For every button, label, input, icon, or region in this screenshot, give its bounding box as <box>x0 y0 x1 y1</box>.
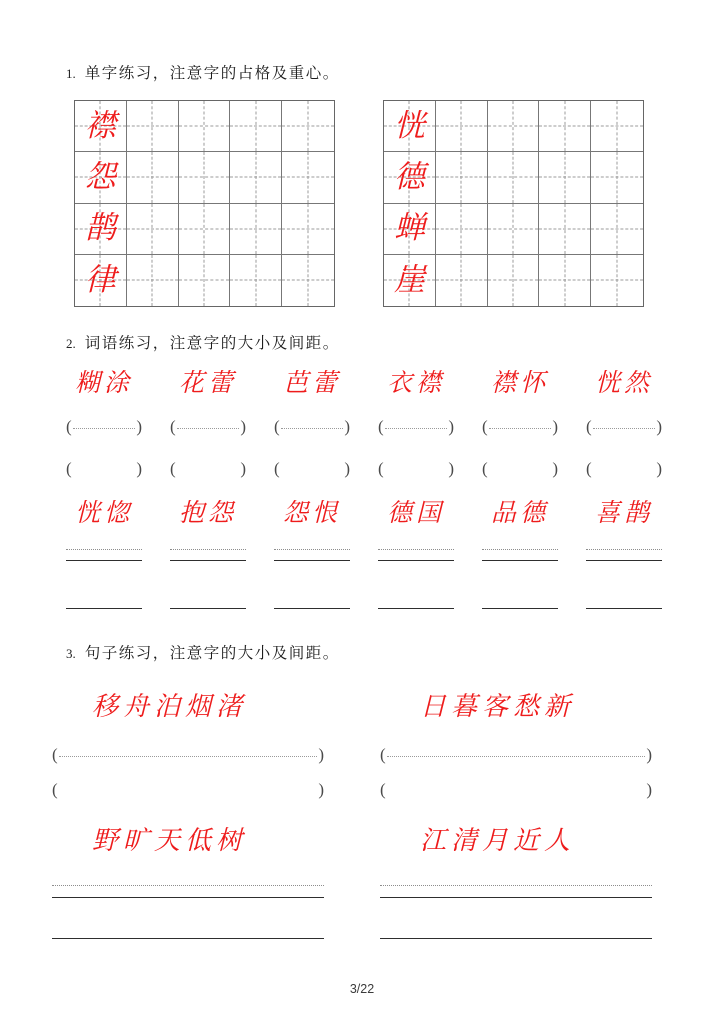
grid-cell <box>488 101 540 152</box>
paren-open: ( <box>170 417 176 436</box>
grid-cell <box>488 204 540 255</box>
grid-cell <box>488 255 540 306</box>
paren-close: ) <box>240 459 246 478</box>
paren-close: ) <box>448 459 454 478</box>
word-text: 恍然 <box>594 368 653 397</box>
grid-character: 鹊 <box>84 210 116 247</box>
character-grid-left <box>74 100 335 307</box>
word-text: 衣襟 <box>386 368 445 397</box>
dotted-guide-line <box>274 549 350 550</box>
paren-close: ) <box>552 459 558 478</box>
paren-open: ( <box>274 417 280 436</box>
answer-parentheses-dotted[interactable] <box>482 417 558 437</box>
grid-cell <box>436 101 488 152</box>
paren-close: ) <box>136 459 142 478</box>
dotted-guide-line <box>387 756 646 757</box>
grid-cell <box>591 101 643 152</box>
grid-cell <box>127 101 179 152</box>
word-practice-cell <box>468 500 572 609</box>
answer-parentheses-dotted[interactable] <box>66 417 142 437</box>
dotted-guide-line <box>170 549 246 550</box>
sentence-text: 野旷天低树 <box>92 826 248 856</box>
section-3-number: 3. <box>66 646 76 661</box>
paren-close: ) <box>318 745 324 764</box>
answer-parentheses-dotted[interactable] <box>170 417 246 437</box>
word-practice-cell <box>260 500 364 609</box>
writing-line[interactable] <box>482 608 558 609</box>
writing-line[interactable] <box>66 560 142 561</box>
grid-character: 崖 <box>393 261 425 298</box>
grid-cell <box>179 152 231 203</box>
writing-line[interactable] <box>380 897 652 898</box>
grid-character: 蝉 <box>393 210 425 247</box>
paren-close: ) <box>240 417 246 436</box>
character-grid-right <box>383 100 644 307</box>
word-practice-cell <box>468 370 572 479</box>
word-practice-cell <box>364 370 468 479</box>
grid-cell <box>282 101 334 152</box>
paren-open: ( <box>380 780 386 799</box>
word-text: 花蕾 <box>178 368 237 397</box>
grid-cell <box>230 152 282 203</box>
sentence-text: 移舟泊烟渚 <box>92 692 248 722</box>
paren-close: ) <box>646 745 652 764</box>
paren-close: ) <box>344 417 350 436</box>
word-text: 怨恨 <box>282 498 341 527</box>
paren-close: ) <box>448 417 454 436</box>
grid-cell <box>179 101 231 152</box>
grid-cell <box>282 255 334 306</box>
grid-cell <box>539 204 591 255</box>
grid-character: 德 <box>393 158 425 195</box>
answer-parentheses-dotted[interactable] <box>380 745 652 765</box>
paren-close: ) <box>656 459 662 478</box>
answer-parentheses-blank[interactable] <box>66 459 142 479</box>
word-practice-row-1 <box>52 370 676 479</box>
grid-cell <box>591 152 643 203</box>
paren-open: ( <box>586 417 592 436</box>
grid-cell <box>436 152 488 203</box>
paren-close: ) <box>646 780 652 799</box>
writing-line[interactable] <box>482 560 558 561</box>
word-text: 抱怨 <box>178 498 237 527</box>
writing-line[interactable] <box>274 608 350 609</box>
paren-close: ) <box>344 459 350 478</box>
dotted-guide-line <box>66 549 142 550</box>
word-text: 糊涂 <box>74 368 133 397</box>
grid-cell <box>75 152 127 203</box>
answer-parentheses-blank[interactable] <box>586 459 662 479</box>
writing-line[interactable] <box>586 560 662 561</box>
section-2-heading <box>66 331 340 353</box>
answer-parentheses-blank[interactable] <box>52 780 324 800</box>
answer-parentheses-blank[interactable] <box>380 780 652 800</box>
grid-cell <box>75 255 127 306</box>
grid-cell <box>282 152 334 203</box>
dotted-guide-line <box>73 428 136 429</box>
writing-line[interactable] <box>378 608 454 609</box>
grid-cell <box>384 152 436 203</box>
answer-parentheses-dotted[interactable] <box>586 417 662 437</box>
paren-open: ( <box>380 745 386 764</box>
grid-cell <box>127 255 179 306</box>
section-1-heading-text: 单字练习，注意字的占格及重心。 <box>84 64 340 82</box>
paren-close: ) <box>136 417 142 436</box>
dotted-guide-line <box>59 756 318 757</box>
writing-line[interactable] <box>274 560 350 561</box>
word-practice-cell <box>52 370 156 479</box>
paren-open: ( <box>378 459 384 478</box>
grid-cell <box>75 101 127 152</box>
grid-character: 律 <box>84 261 116 298</box>
word-text: 品德 <box>490 498 549 527</box>
section-1-heading <box>66 61 340 83</box>
answer-parentheses-dotted[interactable] <box>378 417 454 437</box>
sentence-text: 江清月近人 <box>420 826 576 856</box>
paren-close: ) <box>318 780 324 799</box>
grid-cell <box>539 255 591 306</box>
grid-cell <box>384 204 436 255</box>
answer-parentheses-blank[interactable] <box>274 459 350 479</box>
writing-line[interactable] <box>170 560 246 561</box>
writing-line[interactable] <box>66 608 142 609</box>
word-practice-cell <box>52 500 156 609</box>
dotted-guide-line <box>586 549 662 550</box>
grid-cell <box>539 152 591 203</box>
writing-line[interactable] <box>52 897 324 898</box>
writing-line[interactable] <box>52 938 324 939</box>
grid-character: 襟 <box>84 107 116 144</box>
sentence-text: 日暮客愁新 <box>420 692 576 722</box>
grid-cell <box>384 255 436 306</box>
paren-open: ( <box>52 745 58 764</box>
word-practice-cell <box>156 500 260 609</box>
word-practice-row-2 <box>52 500 676 609</box>
grid-cell <box>127 204 179 255</box>
word-text: 喜鹊 <box>594 498 653 527</box>
grid-cell <box>179 255 231 306</box>
word-practice-cell <box>260 370 364 479</box>
word-text: 恍惚 <box>74 498 133 527</box>
paren-close: ) <box>552 417 558 436</box>
word-text: 德国 <box>386 498 445 527</box>
paren-open: ( <box>378 417 384 436</box>
dotted-guide-line <box>385 428 448 429</box>
grid-cell <box>591 255 643 306</box>
grid-cell <box>539 101 591 152</box>
paren-open: ( <box>66 459 72 478</box>
word-text: 襟怀 <box>490 368 549 397</box>
grid-cell <box>75 204 127 255</box>
writing-line[interactable] <box>586 608 662 609</box>
paren-open: ( <box>482 417 488 436</box>
answer-parentheses-blank[interactable] <box>482 459 558 479</box>
word-practice-cell <box>572 370 676 479</box>
dotted-guide-line <box>380 885 652 886</box>
page-number: 3/22 <box>349 982 375 996</box>
grid-cell <box>436 255 488 306</box>
grid-cell <box>179 204 231 255</box>
writing-line[interactable] <box>170 608 246 609</box>
word-text: 芭蕾 <box>282 368 341 397</box>
grid-cell <box>436 204 488 255</box>
paren-open: ( <box>586 459 592 478</box>
answer-parentheses-blank[interactable] <box>170 459 246 479</box>
answer-parentheses-dotted[interactable] <box>274 417 350 437</box>
answer-parentheses-blank[interactable] <box>378 459 454 479</box>
writing-line[interactable] <box>380 938 652 939</box>
dotted-guide-line <box>177 428 240 429</box>
grid-character: 怨 <box>84 158 116 195</box>
paren-open: ( <box>274 459 280 478</box>
dotted-guide-line <box>378 549 454 550</box>
grid-character: 恍 <box>393 107 425 144</box>
dotted-guide-line <box>593 428 656 429</box>
grid-cell <box>384 101 436 152</box>
grid-cell <box>230 101 282 152</box>
word-practice-cell <box>364 500 468 609</box>
dotted-guide-line <box>482 549 558 550</box>
paren-open: ( <box>170 459 176 478</box>
section-2-number: 2. <box>66 336 76 351</box>
section-2-heading-text: 词语练习，注意字的大小及间距。 <box>84 334 340 352</box>
word-practice-cell <box>572 500 676 609</box>
word-practice-cell <box>156 370 260 479</box>
grid-cell <box>282 204 334 255</box>
section-3-heading-text: 句子练习，注意字的大小及间距。 <box>84 644 340 662</box>
section-1-number: 1. <box>66 66 76 81</box>
writing-line[interactable] <box>378 560 454 561</box>
section-3-heading <box>66 641 340 663</box>
dotted-guide-line <box>52 885 324 886</box>
grid-cell <box>230 204 282 255</box>
paren-open: ( <box>482 459 488 478</box>
dotted-guide-line <box>489 428 552 429</box>
dotted-guide-line <box>281 428 344 429</box>
grid-cell <box>488 152 540 203</box>
grid-cell <box>230 255 282 306</box>
paren-open: ( <box>52 780 58 799</box>
paren-open: ( <box>66 417 72 436</box>
answer-parentheses-dotted[interactable] <box>52 745 324 765</box>
grid-cell <box>591 204 643 255</box>
paren-close: ) <box>656 417 662 436</box>
grid-cell <box>127 152 179 203</box>
